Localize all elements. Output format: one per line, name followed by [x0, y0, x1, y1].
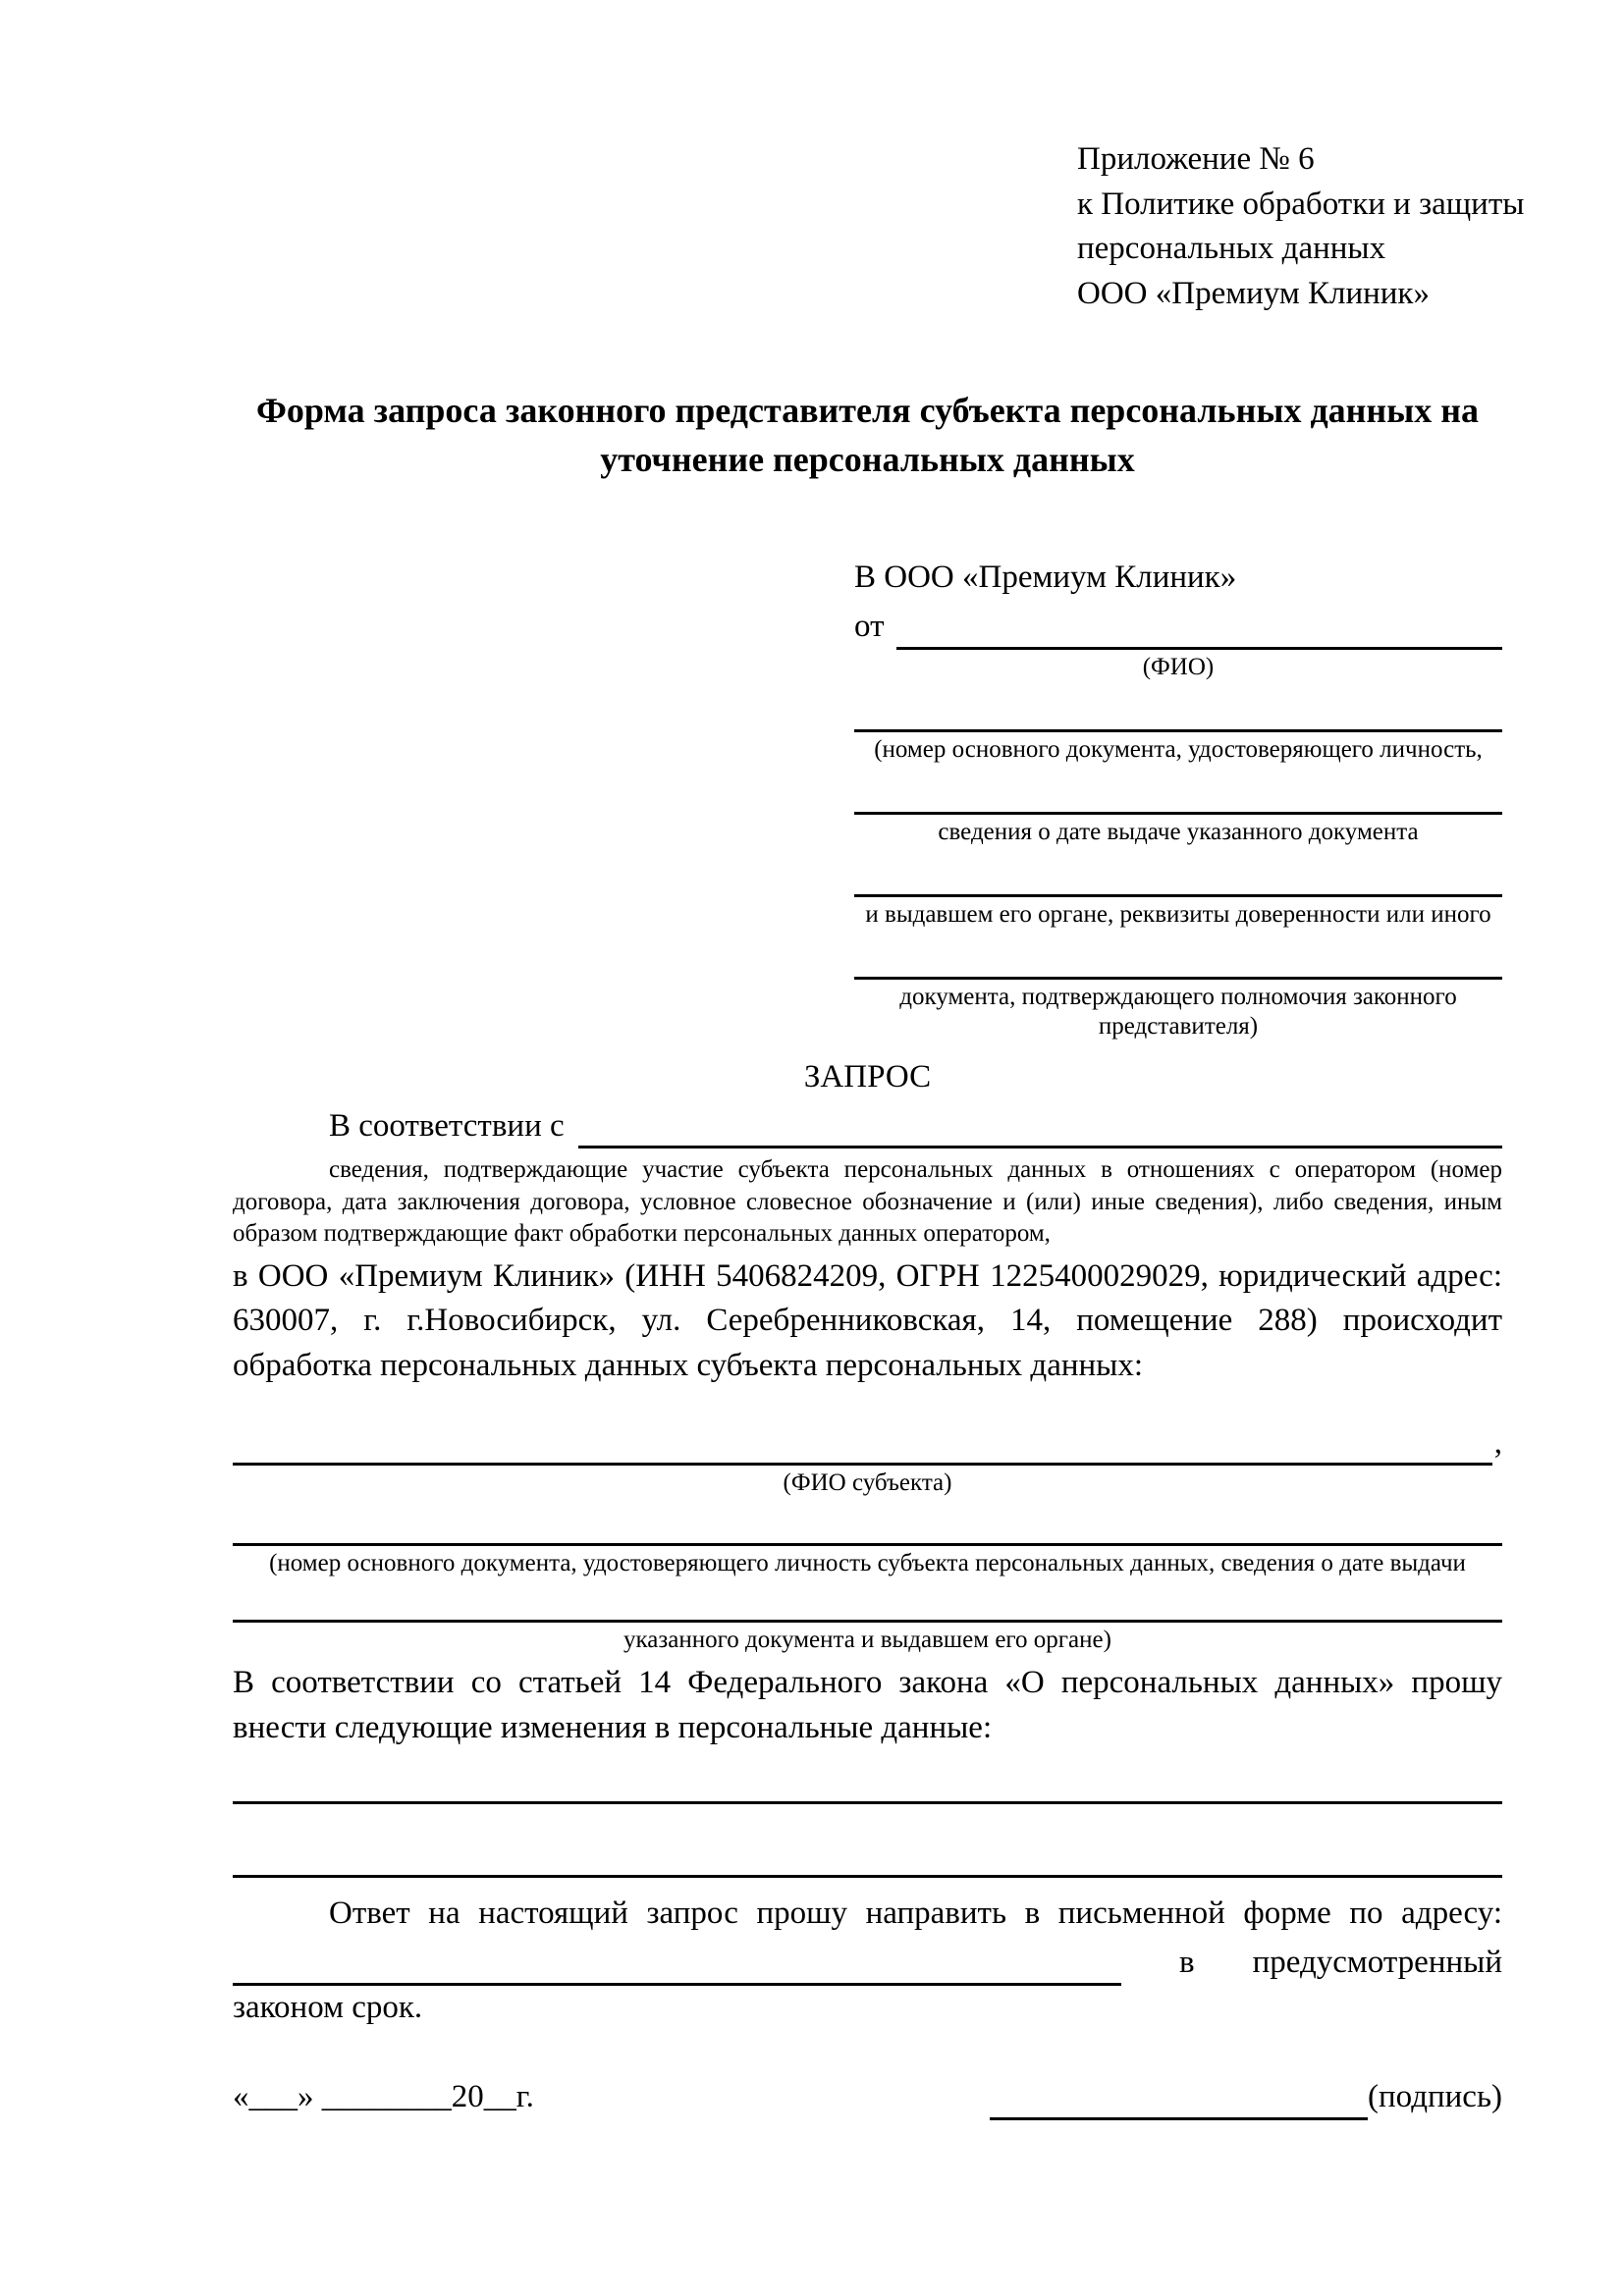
subject-doc-fill-line: [233, 1578, 1502, 1623]
appendix-policy-line1: к Политике обработки и защиты: [1077, 186, 1525, 222]
intro-footnote: сведения, подтверждающие участие субъекта персональных данных в отношениях с оператором (номер договора, дата заключения договора, условное словесное обозначение и (или) иные сведения), либо сведения, иным образом подтверждающие факт обработки персональных данных оператором,: [233, 1156, 1502, 1248]
appendix-policy-line2: персональных данных: [1077, 231, 1386, 267]
document-title: Форма запроса законного представителя субъекта персональных данных на уточнение персональных данных: [256, 391, 1479, 479]
field-caption: (номер основного документа, удостоверяющего личность,: [874, 735, 1483, 763]
fill-line: [233, 1419, 1492, 1466]
subject-doc-caption-1: (номер основного документа, удостоверяющего личность субъекта персональных данных, сведения о дате выдачи: [269, 1550, 1466, 1577]
intro-label: В соответствии с: [329, 1107, 565, 1144]
field-caption: сведения о дате выдаче указанного документа: [938, 818, 1419, 845]
reply-word-1: в: [1179, 1945, 1195, 1981]
date-line: «___» ________20__г.: [233, 2079, 534, 2115]
changes-fill-line: [233, 1804, 1502, 1878]
fill-line: [854, 765, 1502, 815]
representative-doc-field: [854, 930, 1502, 1041]
addressee-block: [854, 555, 1502, 1041]
field-caption: и выдавшем его органе, реквизиты доверенности или иного: [865, 900, 1491, 928]
representative-doc-field: [854, 847, 1502, 930]
reply-line-1: Ответ на настоящий запрос прошу направить в письменной форме по адресу:: [329, 1896, 1502, 1932]
reply-line-3: законом срок.: [233, 1989, 423, 2025]
subject-fio-caption: (ФИО субъекта): [783, 1469, 952, 1497]
appendix-number: Приложение № 6: [1077, 141, 1315, 177]
request-heading: ЗАПРОС: [803, 1058, 932, 1095]
addressee-organization: В ООО «Премиум Клиник»: [854, 560, 1237, 596]
amendment-paragraph: В соответствии со статьей 14 Федерального закона «О персональных данных» прошу внести следующие изменения в персональные данные:: [233, 1665, 1502, 1745]
signature-group: [990, 2075, 1502, 2120]
representative-doc-field: [854, 765, 1502, 847]
operator-paragraph: в ООО «Премиум Клиник» (ИНН 5406824209, ОГРН 1225400029029, юридический адрес: 630007, г. г.Новосибирск, ул. Серебренниковская, 14, помещение 288) происходит обработка персональных данных субъекта персональных данных:: [233, 1257, 1502, 1383]
from-line: [854, 601, 1502, 650]
reply-word-2: предусмотренный: [1252, 1945, 1502, 1981]
fill-line: [854, 682, 1502, 732]
changes-fill-line: [233, 1750, 1502, 1804]
signature-caption: (подпись): [1368, 2079, 1502, 2115]
from-fill-line: [896, 606, 1503, 650]
footer-row: [233, 2075, 1502, 2120]
subject-doc-caption-2: указанного документа и выдавшем его органе): [623, 1627, 1111, 1654]
reply-line-2: [233, 1937, 1502, 1986]
appendix-header: [1077, 137, 1525, 316]
subject-doc-fill-line: [233, 1498, 1502, 1546]
intro-line: [233, 1101, 1502, 1148]
signature-fill-line: [990, 2076, 1368, 2120]
field-caption: документа, подтверждающего полномочия законного представителя): [899, 983, 1457, 1040]
fill-line: [854, 847, 1502, 897]
fio-caption: (ФИО): [1142, 653, 1215, 680]
representative-doc-field: [854, 682, 1502, 765]
subject-fio-line: [233, 1419, 1502, 1466]
fill-line: [854, 930, 1502, 980]
appendix-organization: ООО «Премиум Клиник»: [1077, 275, 1430, 311]
trailing-comma: ,: [1493, 1424, 1502, 1461]
address-fill-line: [233, 1942, 1121, 1986]
intro-fill-line: [578, 1104, 1502, 1148]
from-label: от: [854, 609, 885, 645]
